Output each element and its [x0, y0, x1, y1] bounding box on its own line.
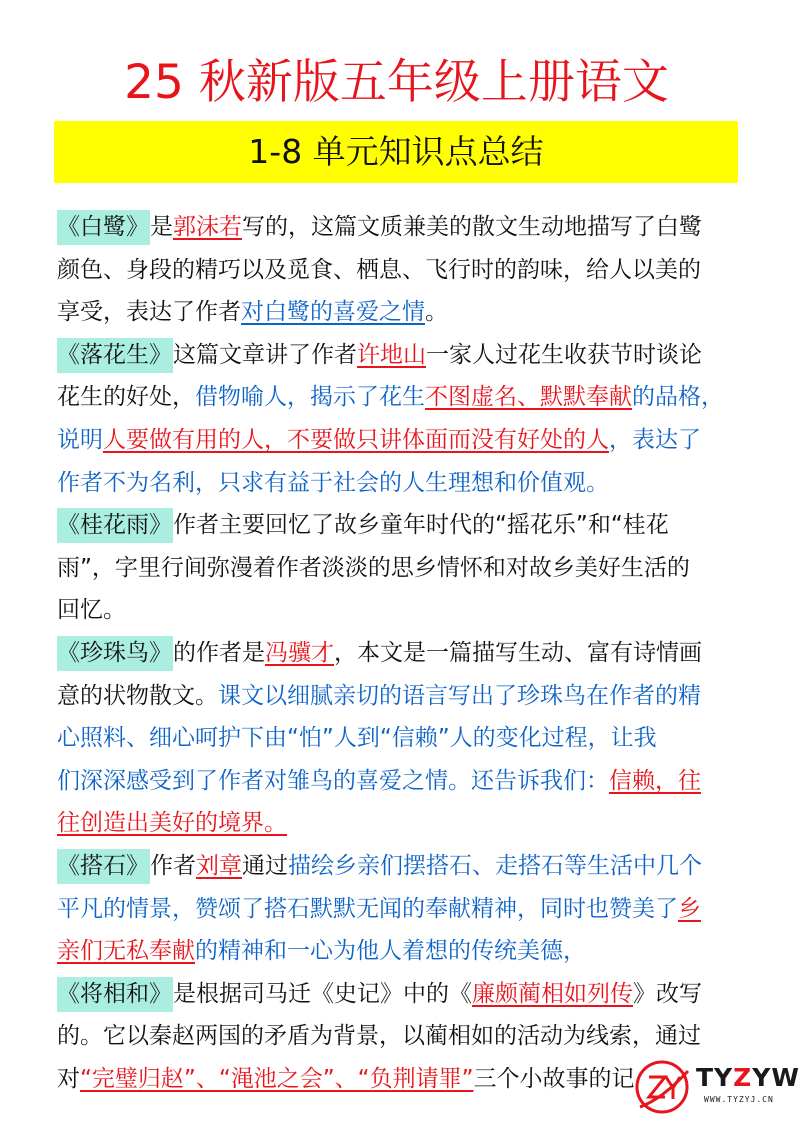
- text-line: [57, 504, 747, 547]
- key-point-underlined: 亲们无私奉献: [57, 938, 195, 965]
- text-segment: 的。它以秦赵两国的矛盾为背景，以蔺相如的活动为线索，通过: [57, 1023, 701, 1050]
- text-segment: 一家人过花生收获节时谈论: [426, 341, 702, 368]
- text-segment: 是: [150, 214, 173, 240]
- text-segment: 这篇文章讲了作者: [173, 341, 357, 368]
- text-segment: 作者: [150, 852, 196, 879]
- text-line: [57, 717, 747, 760]
- lesson-title-highlight: 《落花生》: [57, 338, 173, 373]
- key-point-blue: 说明: [57, 426, 103, 453]
- summary-paragraph: [57, 845, 747, 973]
- text-line: [57, 462, 747, 505]
- text-segment: 》改写: [633, 980, 702, 1007]
- key-point-blue: 对白鹭的喜爱之情: [241, 299, 425, 326]
- summary-paragraph: [57, 206, 747, 334]
- text-segment: 三个小故事的记: [473, 1065, 635, 1092]
- watermark-logo: [632, 1057, 800, 1117]
- text-segment: 颜色、身段的精巧以及觅食、栖息、飞行时的韵味，给人以美的: [57, 256, 701, 283]
- key-point-underlined: 不图虚名、默默奉献: [425, 384, 632, 411]
- text-segment: 享受，表达了作者: [57, 299, 241, 326]
- key-point-underlined: 许地山: [357, 341, 426, 368]
- text-segment: 回忆。: [57, 597, 126, 624]
- text-line: [57, 845, 747, 888]
- text-segment: 作者主要回忆了故乡童年时代的“摇花乐”和“桂花: [173, 512, 669, 539]
- summary-paragraph: [57, 334, 747, 504]
- text-line: [57, 291, 747, 334]
- text-line: [57, 376, 747, 419]
- page-subtitle: 1-8 单元知识点总结: [248, 132, 544, 171]
- key-point-blue: ，表达了: [609, 426, 701, 453]
- text-segment: 花生的好处，: [57, 384, 195, 411]
- key-point-blue: 描绘乡亲们摆搭石、走搭石等生活中几个: [288, 852, 702, 879]
- key-point-blue: 的精神和一心为他人着想的传统美德，: [195, 938, 586, 965]
- text-segment: 写的，这篇文质兼美的散文生动地描写了白鹭: [242, 214, 702, 240]
- text-line: [57, 547, 747, 590]
- text-segment: 意的状物散文。: [57, 682, 218, 709]
- key-point-underlined: 廉颇蔺相如列传: [472, 980, 633, 1007]
- logo-url-text: WWW.TYZYJ.CN: [704, 1095, 774, 1104]
- text-segment: 的作者是: [173, 639, 265, 666]
- key-point-underlined: 冯骥才: [265, 639, 334, 666]
- key-point-underlined: 人要做有用的人，不要做只讲体面而没有好处的人: [103, 426, 609, 453]
- text-line: [57, 206, 747, 249]
- text-line: [57, 249, 747, 292]
- text-line: [57, 419, 747, 462]
- text-line: [57, 675, 747, 718]
- text-line: [57, 802, 747, 845]
- text-segment: 通过: [242, 852, 288, 879]
- page-title: 25 秋新版五年级上册语文: [124, 55, 669, 110]
- key-point-blue: 们深深感受到了作者对雏鸟的喜爱之情。还告诉我们：: [57, 767, 609, 794]
- lesson-title-highlight: 《桂花雨》: [57, 508, 173, 543]
- key-point-underlined: 刘章: [196, 852, 242, 879]
- text-line: [57, 632, 747, 675]
- key-point-blue: 借物喻人，揭示了花生: [195, 384, 425, 411]
- key-point-underlined: 乡: [678, 895, 701, 922]
- key-point-blue: 平凡的情景，赞颂了搭石默默无闻的奉献精神，同时也赞美了: [57, 895, 678, 922]
- lesson-title-highlight: 《白鹭》: [57, 210, 150, 245]
- knowledge-summary-content: [57, 206, 747, 1100]
- text-segment: ，本文是一篇描写生动、富有诗情画: [334, 639, 702, 666]
- lesson-title-highlight: 《珍珠鸟》: [57, 636, 173, 671]
- key-point-underlined: 往创造出美好的境界。: [57, 810, 287, 837]
- summary-paragraph: [57, 632, 747, 845]
- key-point-underlined: 信赖，往: [609, 767, 701, 794]
- key-point-blue: 的品格，: [632, 384, 724, 411]
- lesson-title-highlight: 《将相和》: [57, 977, 173, 1012]
- subtitle-banner: [54, 121, 738, 183]
- text-segment: 。: [425, 299, 448, 326]
- key-point-blue: 心照料、细心呵护下由“怕”人到“信赖”人的变化过程，让我: [57, 725, 657, 752]
- text-line: [57, 930, 747, 973]
- logo-brand-text: TYZYW: [696, 1063, 800, 1092]
- lesson-title-highlight: 《搭石》: [57, 849, 150, 884]
- text-segment: 是根据司马迁《史记》中的《: [173, 980, 472, 1007]
- text-line: [57, 334, 747, 377]
- key-point-blue: 作者不为名利，只求有益于社会的人生理想和价值观。: [57, 469, 609, 496]
- summary-paragraph: [57, 504, 747, 632]
- key-point-blue: 课文以细腻亲切的语言写出了珍珠鸟在作者的精: [218, 682, 701, 709]
- text-segment: 对: [57, 1065, 80, 1092]
- text-segment: 雨”，字里行间弥漫着作者淡淡的思乡情怀和对故乡美好生活的: [57, 554, 690, 581]
- key-point-underlined: “完璧归赵”、“渑池之会”、“负荆请罪”: [80, 1065, 474, 1092]
- logo-mark-icon: [632, 1057, 694, 1117]
- text-line: [57, 973, 747, 1016]
- text-line: [57, 589, 747, 632]
- key-point-underlined: 郭沫若: [173, 214, 242, 240]
- text-line: [57, 888, 747, 931]
- text-line: [57, 760, 747, 803]
- text-line: [57, 1015, 747, 1058]
